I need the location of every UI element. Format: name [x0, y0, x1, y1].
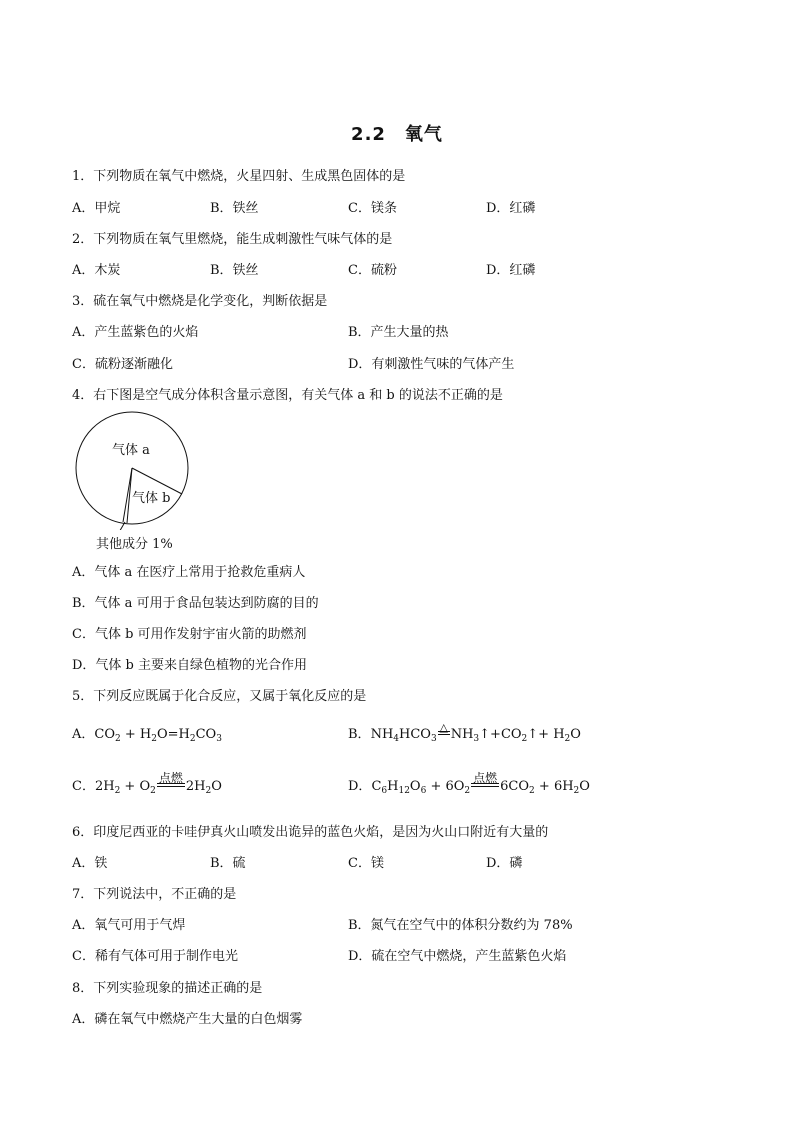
question-6-option-b: B．硫 [210, 856, 246, 871]
pie-label-other: 其他成分 1% [96, 537, 173, 552]
question-4-option-d: D．气体 b 主要来自绿色植物的光合作用 [72, 658, 308, 673]
question-4-option-c: C．气体 b 可用作发射宇宙火箭的助燃剂 [72, 627, 307, 642]
question-5-option-a: A．$CO_2 + H_2O=H_2CO_3$ [72, 727, 222, 744]
question-2-option-a: A．木炭 [72, 263, 121, 278]
question-2-option-b: B．铁丝 [210, 263, 259, 278]
page-title: 2.2 氧气 [351, 124, 443, 145]
question-8-option-a: A．磷在氧气中燃烧产生大量的白色烟雾 [72, 1012, 303, 1027]
question-7-stem: 7．下列说法中，不正确的是 [72, 887, 237, 902]
air-composition-pie-figure [68, 410, 198, 530]
question-7-option-b: B．氮气在空气中的体积分数约为 78% [348, 918, 573, 933]
question-6-stem: 6．印度尼西亚的卡哇伊真火山喷发出诡异的蓝色火焰，是因为火山口附近有大量的 [72, 825, 549, 840]
question-1-option-d: D．红磷 [486, 201, 536, 216]
question-4-stem: 4．右下图是空气成分体积含量示意图，有关气体 a 和 b 的说法不正确的是 [72, 388, 503, 403]
question-7-option-a: A．氧气可用于气焊 [72, 918, 186, 933]
question-3-option-a: A．产生蓝紫色的火焰 [72, 325, 199, 340]
question-1-option-a: A．甲烷 [72, 201, 121, 216]
question-3-option-b: B．产生大量的热 [348, 325, 449, 340]
question-4-option-b: B．气体 a 可用于食品包装达到防腐的目的 [72, 596, 319, 611]
question-8-stem: 8．下列实验现象的描述正确的是 [72, 981, 263, 996]
question-1-stem: 1．下列物质在氧气中燃烧，火星四射、生成黑色固体的是 [72, 169, 406, 184]
question-6-option-a: A．铁 [72, 856, 108, 871]
question-5-option-d: D．$C_6H_{12}O_6 + 6O_2$ 点燃 $6CO_2 + 6H_2O$ [348, 771, 590, 796]
question-1-option-b: B．铁丝 [210, 201, 259, 216]
question-5-stem: 5．下列反应既属于化合反应，又属于氧化反应的是 [72, 689, 367, 704]
question-7-option-d: D．硫在空气中燃烧，产生蓝紫色火焰 [348, 949, 567, 964]
question-5-option-b: B．$NH_4HCO_3$ △ $NH_3↑+CO_2↑+ H_2O$ [348, 721, 581, 744]
pie-label-gas-a: 气体 a [112, 443, 150, 458]
question-3-stem: 3．硫在氧气中燃烧是化学变化，判断依据是 [72, 294, 328, 309]
question-5-option-c: C．$2H_2 + O_2$ 点燃 $2H_2O$ [72, 771, 222, 796]
question-7-option-c: C．稀有气体可用于制作电光 [72, 949, 238, 964]
question-2-option-d: D．红磷 [486, 263, 536, 278]
question-1-option-c: C．镁条 [348, 201, 397, 216]
question-3-option-d: D．有刺激性气味的气体产生 [348, 357, 515, 372]
question-3-option-c: C．硫粉逐渐融化 [72, 357, 173, 372]
pie-label-gas-b: 气体 b [132, 491, 171, 506]
question-6-option-d: D．磷 [486, 856, 523, 871]
question-6-option-c: C．镁 [348, 856, 384, 871]
question-2-option-c: C．硫粉 [348, 263, 397, 278]
question-4-option-a: A．气体 a 在医疗上常用于抢救危重病人 [72, 565, 306, 580]
question-2-stem: 2．下列物质在氧气里燃烧，能生成刺激性气味气体的是 [72, 232, 393, 247]
